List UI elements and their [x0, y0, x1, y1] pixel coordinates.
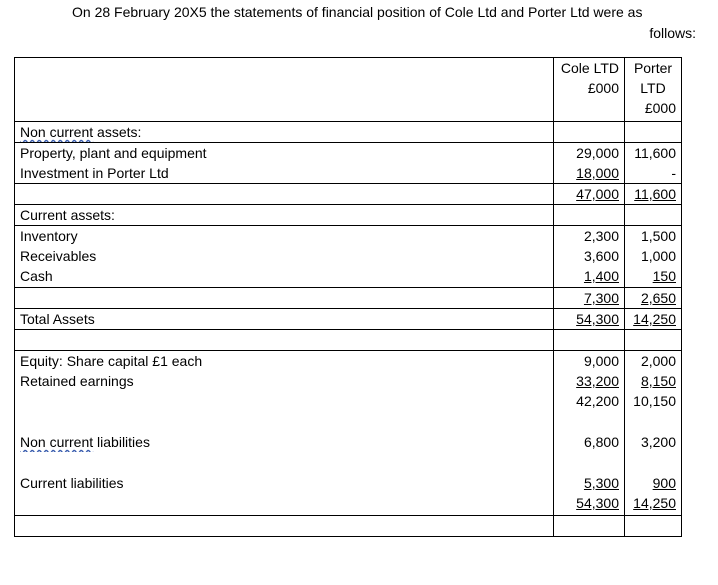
cole-value: 42,200: [554, 391, 625, 411]
porter-value: 900: [652, 475, 676, 491]
table-row: [15, 493, 682, 516]
row-label: Non current assets:: [15, 122, 554, 143]
table-header-row: [15, 58, 682, 122]
table-row: [15, 205, 682, 226]
table-row: [15, 246, 682, 266]
porter-value: 8,150: [640, 373, 676, 389]
header-porter: Porter LTD £000: [625, 58, 682, 122]
cole-value: 29,000: [554, 143, 625, 164]
cole-value: 54,300: [576, 495, 619, 511]
table-row: [15, 163, 682, 184]
table-row: [15, 266, 682, 288]
row-label: Retained earnings: [15, 371, 554, 391]
row-label: Cash: [15, 266, 554, 288]
porter-value: 14,250: [633, 311, 676, 327]
porter-value: 150: [652, 268, 676, 284]
porter-value: 10,150: [625, 391, 682, 411]
intro-line-2: follows:: [649, 25, 696, 41]
cole-value: 47,000: [576, 186, 619, 202]
table-row: [15, 309, 682, 330]
cole-value: 7,300: [583, 290, 619, 306]
porter-value: 11,600: [625, 143, 682, 164]
cole-value: 1,400: [583, 268, 619, 284]
row-label: Total Assets: [15, 309, 554, 330]
intro-line-1: On 28 February 20X5 the statements of financial position of Cole Ltd and Porter Ltd were as: [72, 4, 643, 20]
row-label: Receivables: [15, 246, 554, 266]
table-row: [15, 452, 682, 473]
cole-value: 33,200: [576, 373, 619, 389]
table-row: [15, 473, 682, 493]
row-label: Property, plant and equipment: [15, 143, 554, 164]
header-label-cell: [15, 58, 554, 122]
cole-value: 54,300: [576, 311, 619, 327]
row-label: Current assets:: [15, 205, 554, 226]
header-cole: Cole LTD £000: [554, 58, 625, 122]
row-label: Equity: Share capital £1 each: [15, 351, 554, 372]
porter-value: 3,200: [625, 432, 682, 452]
table-row: [15, 391, 682, 411]
porter-value: 14,250: [633, 495, 676, 511]
table-row: [15, 351, 682, 372]
cole-value: 9,000: [554, 351, 625, 372]
porter-value: 1,000: [625, 246, 682, 266]
financial-position-table: [14, 57, 682, 537]
table-row: [15, 184, 682, 205]
table-row: [15, 143, 682, 164]
row-label: Investment in Porter Ltd: [15, 163, 554, 184]
porter-value: 1,500: [625, 226, 682, 247]
table-row: [15, 330, 682, 351]
table-row: [15, 226, 682, 247]
cole-value: 3,600: [554, 246, 625, 266]
cole-value: 2,300: [554, 226, 625, 247]
porter-value: 2,650: [640, 290, 676, 306]
table-row: [15, 122, 682, 143]
row-label: Non current liabilities: [15, 432, 554, 452]
cole-value: 6,800: [554, 432, 625, 452]
table-row: [15, 411, 682, 432]
row-label: Current liabilities: [15, 473, 554, 493]
porter-value: 2,000: [625, 351, 682, 372]
cole-value: 18,000: [576, 165, 619, 181]
porter-value: -: [625, 163, 682, 184]
porter-value: 11,600: [634, 186, 676, 202]
row-label: [15, 184, 554, 205]
table-row: [15, 288, 682, 309]
table-row: [15, 371, 682, 391]
row-label: Inventory: [15, 226, 554, 247]
table-row: [15, 432, 682, 452]
table-row: [15, 516, 682, 537]
cole-value: 5,300: [583, 475, 619, 491]
